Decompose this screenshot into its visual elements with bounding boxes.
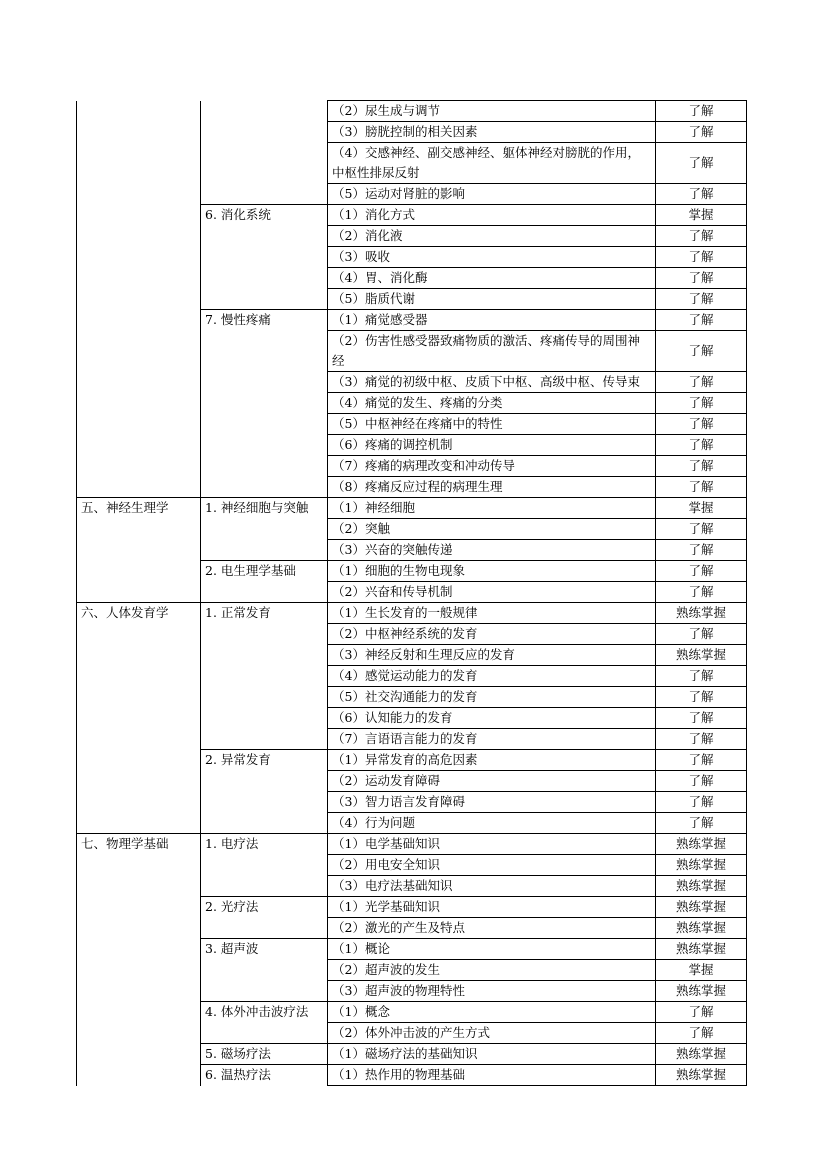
section-title-cell [77,393,201,414]
table-row [77,981,747,1002]
section-title-cell [77,855,201,876]
group-title-cell [201,268,328,289]
item-text-cell: （3）兴奋的突触传递 [328,540,656,561]
item-text-cell: （1）光学基础知识 [328,897,656,918]
group-title-cell [201,393,328,414]
table-row [77,226,747,247]
table-row [77,1044,747,1065]
section-title-cell [77,435,201,456]
mastery-level-cell: 熟练掌握 [656,1044,747,1065]
mastery-level-cell: 了解 [656,477,747,498]
section-title-cell [77,540,201,561]
item-text-cell: （2）激光的产生及特点 [328,918,656,939]
item-text-cell: （1）消化方式 [328,205,656,226]
group-title-cell [201,435,328,456]
table-row [77,603,747,624]
mastery-level-cell: 了解 [656,771,747,792]
mastery-level-cell: 了解 [656,372,747,393]
section-title-cell [77,876,201,897]
item-text-cell: （5）社交沟通能力的发育 [328,687,656,708]
table-row [77,834,747,855]
item-text-cell: （2）中枢神经系统的发育 [328,624,656,645]
group-title-cell [201,540,328,561]
group-title-cell [201,331,328,372]
item-text-cell: （2）伤害性感受器致痛物质的激活、疼痛传导的周围神经 [328,331,656,372]
mastery-level-cell: 了解 [656,666,747,687]
section-title-cell [77,687,201,708]
mastery-level-cell: 了解 [656,708,747,729]
group-title-cell [201,645,328,666]
section-title-cell [77,708,201,729]
item-text-cell: （2）尿生成与调节 [328,101,656,122]
section-title-cell [77,729,201,750]
group-title-cell [201,792,328,813]
table-row [77,792,747,813]
table-row [77,540,747,561]
table-row [77,456,747,477]
table-row [77,268,747,289]
item-text-cell: （7）言语语言能力的发育 [328,729,656,750]
mastery-level-cell: 了解 [656,184,747,205]
mastery-level-cell: 了解 [656,247,747,268]
item-text-cell: （1）痛觉感受器 [328,310,656,331]
group-title-cell [201,1023,328,1044]
item-text-cell: （7）疼痛的病理改变和冲动传导 [328,456,656,477]
group-title-cell: 3. 超声波 [201,939,328,960]
section-title-cell [77,289,201,310]
item-text-cell: （1）磁场疗法的基础知识 [328,1044,656,1065]
table-row [77,143,747,184]
group-title-cell [201,876,328,897]
item-text-cell: （3）神经反射和生理反应的发育 [328,645,656,666]
table-row [77,750,747,771]
section-title-cell [77,666,201,687]
item-text-cell: （6）认知能力的发育 [328,708,656,729]
group-title-cell [201,708,328,729]
section-title-cell [77,226,201,247]
mastery-level-cell: 掌握 [656,498,747,519]
table-row [77,708,747,729]
table-row [77,289,747,310]
table-row [77,393,747,414]
item-text-cell: （6）疼痛的调控机制 [328,435,656,456]
table-row [77,771,747,792]
section-title-cell [77,247,201,268]
group-title-cell [201,456,328,477]
item-text-cell: （2）体外冲击波的产生方式 [328,1023,656,1044]
mastery-level-cell: 掌握 [656,960,747,981]
table-row [77,310,747,331]
section-title-cell [77,310,201,331]
table-row [77,666,747,687]
mastery-level-cell: 了解 [656,1002,747,1023]
syllabus-table [76,100,747,1086]
section-title-cell [77,939,201,960]
item-text-cell: （2）突触 [328,519,656,540]
mastery-level-cell: 了解 [656,561,747,582]
section-title-cell [77,1065,201,1086]
group-title-cell [201,729,328,750]
mastery-level-cell: 熟练掌握 [656,855,747,876]
mastery-level-cell: 了解 [656,687,747,708]
table-row [77,331,747,372]
mastery-level-cell: 了解 [656,393,747,414]
item-text-cell: （1）细胞的生物电现象 [328,561,656,582]
group-title-cell [201,666,328,687]
mastery-level-cell: 了解 [656,519,747,540]
item-text-cell: （1）概论 [328,939,656,960]
table-row [77,435,747,456]
group-title-cell: 7. 慢性疼痛 [201,310,328,331]
group-title-cell: 6. 温热疗法 [201,1065,328,1086]
item-text-cell: （2）用电安全知识 [328,855,656,876]
item-text-cell: （4）胃、消化酶 [328,268,656,289]
group-title-cell [201,687,328,708]
group-title-cell [201,477,328,498]
item-text-cell: （5）脂质代谢 [328,289,656,310]
section-title-cell [77,981,201,1002]
item-text-cell: （5）运动对肾脏的影响 [328,184,656,205]
table-row [77,687,747,708]
section-title-cell [77,1002,201,1023]
group-title-cell [201,624,328,645]
table-row [77,414,747,435]
table-row [77,1065,747,1086]
table-row [77,561,747,582]
section-title-cell [77,456,201,477]
table-row [77,897,747,918]
item-text-cell: （8）疼痛反应过程的病理生理 [328,477,656,498]
section-title-cell [77,519,201,540]
group-title-cell [201,414,328,435]
item-text-cell: （1）神经细胞 [328,498,656,519]
section-title-cell: 五、神经生理学 [77,498,201,519]
section-title-cell [77,1023,201,1044]
table-row [77,729,747,750]
group-title-cell [201,960,328,981]
section-title-cell [77,813,201,834]
mastery-level-cell: 熟练掌握 [656,918,747,939]
group-title-cell: 2. 电生理学基础 [201,561,328,582]
item-text-cell: （1）生长发育的一般规律 [328,603,656,624]
mastery-level-cell: 了解 [656,226,747,247]
section-title-cell [77,414,201,435]
mastery-level-cell: 掌握 [656,205,747,226]
mastery-level-cell: 了解 [656,624,747,645]
mastery-level-cell: 了解 [656,1023,747,1044]
mastery-level-cell: 熟练掌握 [656,1065,747,1086]
table-row [77,477,747,498]
mastery-level-cell: 了解 [656,101,747,122]
table-row [77,813,747,834]
item-text-cell: （4）感觉运动能力的发育 [328,666,656,687]
section-title-cell [77,750,201,771]
group-title-cell [201,813,328,834]
item-text-cell: （3）吸收 [328,247,656,268]
table-row [77,582,747,603]
table-row [77,645,747,666]
group-title-cell [201,143,328,184]
group-title-cell [201,855,328,876]
item-text-cell: （2）运动发育障碍 [328,771,656,792]
mastery-level-cell: 了解 [656,582,747,603]
group-title-cell [201,184,328,205]
section-title-cell [77,331,201,372]
group-title-cell [201,918,328,939]
table-row [77,247,747,268]
section-title-cell: 七、物理学基础 [77,834,201,855]
group-title-cell: 2. 异常发育 [201,750,328,771]
mastery-level-cell: 了解 [656,435,747,456]
section-title-cell [77,268,201,289]
item-text-cell: （1）电学基础知识 [328,834,656,855]
section-title-cell [77,101,201,122]
mastery-level-cell: 熟练掌握 [656,876,747,897]
group-title-cell: 1. 电疗法 [201,834,328,855]
section-title-cell [77,897,201,918]
group-title-cell [201,226,328,247]
table-row [77,624,747,645]
group-title-cell: 1. 神经细胞与突触 [201,498,328,519]
mastery-level-cell: 了解 [656,122,747,143]
item-text-cell: （4）行为问题 [328,813,656,834]
mastery-level-cell: 了解 [656,729,747,750]
mastery-level-cell: 了解 [656,331,747,372]
mastery-level-cell: 了解 [656,143,747,184]
group-title-cell [201,771,328,792]
mastery-level-cell: 了解 [656,792,747,813]
section-title-cell [77,477,201,498]
group-title-cell: 1. 正常发育 [201,603,328,624]
table-row [77,918,747,939]
syllabus-body [77,101,747,1086]
group-title-cell [201,289,328,310]
group-title-cell: 2. 光疗法 [201,897,328,918]
item-text-cell: （3）电疗法基础知识 [328,876,656,897]
item-text-cell: （2）超声波的发生 [328,960,656,981]
table-row [77,855,747,876]
group-title-cell [201,582,328,603]
group-title-cell: 6. 消化系统 [201,205,328,226]
table-row [77,372,747,393]
mastery-level-cell: 熟练掌握 [656,897,747,918]
table-row [77,205,747,226]
item-text-cell: （1）概念 [328,1002,656,1023]
table-row [77,1023,747,1044]
mastery-level-cell: 熟练掌握 [656,834,747,855]
item-text-cell: （1）热作用的物理基础 [328,1065,656,1086]
table-row [77,101,747,122]
section-title-cell [77,122,201,143]
group-title-cell [201,101,328,122]
section-title-cell [77,771,201,792]
section-title-cell [77,372,201,393]
item-text-cell: （2）兴奋和传导机制 [328,582,656,603]
section-title-cell [77,960,201,981]
mastery-level-cell: 了解 [656,540,747,561]
group-title-cell [201,247,328,268]
mastery-level-cell: 熟练掌握 [656,603,747,624]
table-row [77,498,747,519]
group-title-cell [201,519,328,540]
section-title-cell [77,184,201,205]
group-title-cell [201,122,328,143]
mastery-level-cell: 了解 [656,414,747,435]
section-title-cell [77,918,201,939]
section-title-cell [77,792,201,813]
section-title-cell [77,624,201,645]
table-row [77,960,747,981]
item-text-cell: （5）中枢神经在疼痛中的特性 [328,414,656,435]
group-title-cell [201,981,328,1002]
table-row [77,939,747,960]
table-row [77,876,747,897]
group-title-cell [201,372,328,393]
mastery-level-cell: 熟练掌握 [656,981,747,1002]
section-title-cell [77,561,201,582]
section-title-cell [77,143,201,184]
mastery-level-cell: 了解 [656,268,747,289]
item-text-cell: （4）交感神经、副交感神经、躯体神经对膀胱的作用，中枢性排尿反射 [328,143,656,184]
item-text-cell: （3）智力语言发育障碍 [328,792,656,813]
section-title-cell [77,205,201,226]
mastery-level-cell: 熟练掌握 [656,645,747,666]
mastery-level-cell: 了解 [656,310,747,331]
table-row [77,122,747,143]
mastery-level-cell: 了解 [656,289,747,310]
mastery-level-cell: 了解 [656,813,747,834]
section-title-cell [77,1044,201,1065]
group-title-cell: 5. 磁场疗法 [201,1044,328,1065]
item-text-cell: （4）痛觉的发生、疼痛的分类 [328,393,656,414]
item-text-cell: （3）膀胱控制的相关因素 [328,122,656,143]
section-title-cell [77,645,201,666]
table-row [77,1002,747,1023]
section-title-cell: 六、人体发育学 [77,603,201,624]
section-title-cell [77,582,201,603]
item-text-cell: （3）痛觉的初级中枢、皮质下中枢、高级中枢、传导束 [328,372,656,393]
table-row [77,184,747,205]
mastery-level-cell: 了解 [656,456,747,477]
item-text-cell: （1）异常发育的高危因素 [328,750,656,771]
group-title-cell: 4. 体外冲击波疗法 [201,1002,328,1023]
mastery-level-cell: 了解 [656,750,747,771]
table-row [77,519,747,540]
item-text-cell: （2）消化液 [328,226,656,247]
mastery-level-cell: 熟练掌握 [656,939,747,960]
item-text-cell: （3）超声波的物理特性 [328,981,656,1002]
